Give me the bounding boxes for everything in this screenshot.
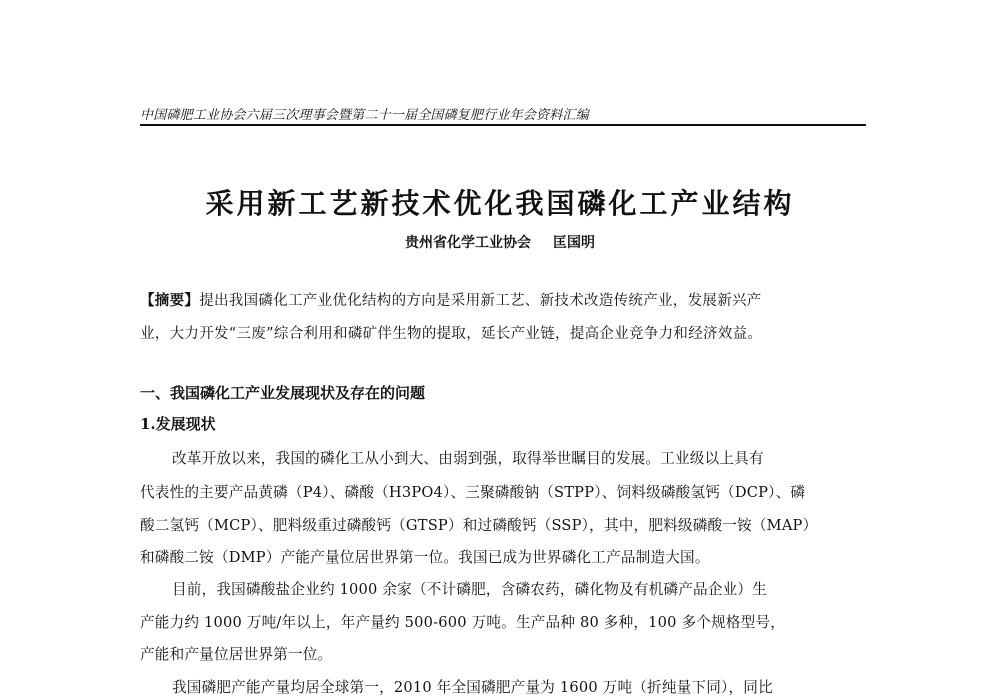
author-line	[0, 232, 1000, 252]
author-organization: 贵州省化学工业协会	[405, 235, 531, 251]
abstract-text-1: 提出我国磷化工产业优化结构的方向是采用新工艺、新技术改造传统产业，发展新兴产	[199, 293, 762, 309]
body-line: 和磷酸二铵（DMP）产能产量位居世界第一位。我国已成为世界磷化工产品制造大国。	[140, 549, 710, 566]
body-line: 产能和产量位居世界第一位。	[140, 646, 333, 663]
body-line: 改革开放以来，我国的磷化工从小到大、由弱到强，取得举世瞩目的发展。工业级以上具有	[172, 450, 764, 467]
section-heading: 一、我国磷化工产业发展现状及存在的问题	[140, 384, 426, 402]
author-name: 匡国明	[553, 235, 595, 251]
body-line: 酸二氢钙（MCP）、肥料级重过磷酸钙（GTSP）和过磷酸钙（SSP），其中，肥料级磷酸一铵（MAP）	[140, 517, 818, 534]
body-line: 目前，我国磷酸盐企业约 1000 余家（不计磷肥，含磷农药，磷化物及有机磷产品企业）生	[172, 581, 767, 598]
body-line: 我国磷肥产能产量均居全球第一，2010 年全国磷肥产量为 1600 万吨（折纯量下同），同比	[172, 679, 773, 696]
subsection-heading: 1.发展现状	[140, 415, 216, 433]
abstract-label: 【摘要】	[140, 292, 200, 309]
header-rule	[140, 124, 866, 126]
abstract-line-2: 业，大力开发“三废”综合利用和磷矿伴生物的提取，延长产业链，提高企业竞争力和经济效益。	[140, 326, 763, 342]
abstract-line-1	[140, 289, 880, 310]
body-line: 代表性的主要产品黄磷（P4）、磷酸（H3PO4）、三聚磷酸钠（STPP）、饲料级磷酸氢钙（DCP）、磷	[140, 484, 806, 501]
body-line: 产能力约 1000 万吨/年以上，年产量约 500-600 万吨。生产品种 80 多种，100 多个规格型号，	[140, 614, 786, 631]
document-title: 采用新工艺新技术优化我国磷化工产业结构	[205, 187, 795, 220]
running-header: 中国磷肥工业协会六届三次理事会暨第二十一届全国磷复肥行业年会资料汇编	[140, 108, 589, 123]
